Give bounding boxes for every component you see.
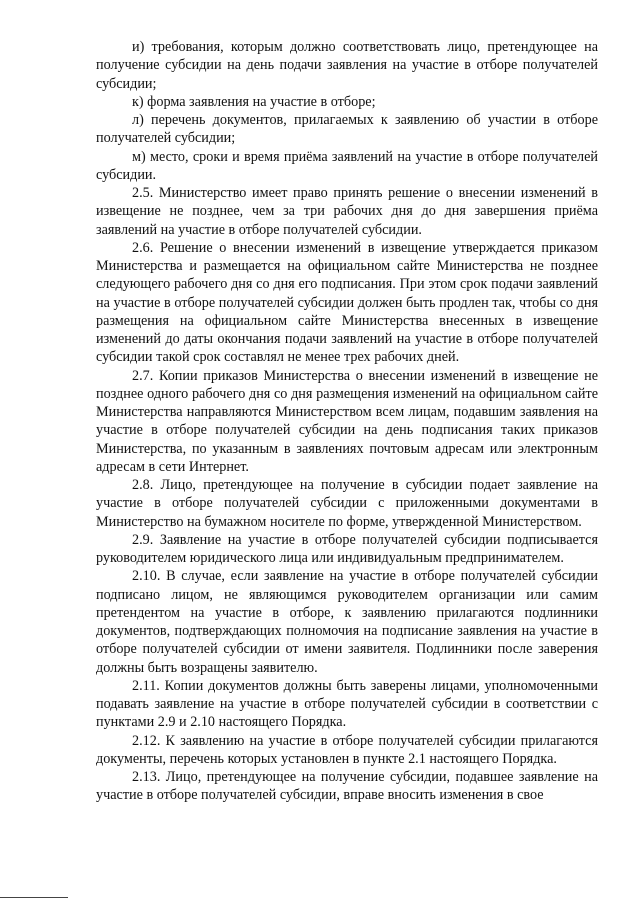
paragraph-2-5: 2.5. Министерство имеет право принять решение о внесении изменений в извещение не позднее, чем за три рабочих дня до дня завершения приёма заявлений на участие в отборе получателей субсидии.	[96, 185, 598, 238]
document-page	[96, 38, 598, 805]
paragraph-document-list: л) перечень документов, прилагаемых к заявлению об участии в отборе получателей субсидии;	[96, 112, 598, 147]
paragraph-2-8: 2.8. Лицо, претендующее на получение в субсидии подает заявление на участие в отборе получателей субсидии с приложенными документами в Министерство на бумажном носителе по форме, утвержденной Министерством.	[96, 477, 598, 530]
paragraph-2-10: 2.10. В случае, если заявление на участие в отборе получателей субсидии подписано лицом, не являющимся руководителем организации или самим претендентом на участие в отборе, к заявлению прилагаются подлинники документов, подтверждающих полномочия на подписание заявления на участие в отборе получателей субсидии от имени заявителя. Подлинники после заверения должны быть возращены заявителю.	[96, 568, 598, 676]
paragraph-place-and-time: м) место, сроки и время приёма заявлений на участие в отборе получателей субсидии.	[96, 148, 598, 183]
paragraph-application-form: к) форма заявления на участие в отборе;	[132, 93, 376, 110]
paragraph-2-6: 2.6. Решение о внесении изменений в извещение утверждается приказом Министерства и размещается на официальном сайте Министерства не позднее следующего рабочего дня со дня его подписания. При этом срок подачи заявлений на участие в отборе получателей субсидии должен быть продлен так, чтобы со дня размещения на официальном сайте Министерства внесенных в извещение изменений до даты окончания подачи заявлений на участие в отборе получателей субсидии такой срок составлял не менее трех рабочих дней.	[96, 239, 598, 366]
footnote-separator-line	[0, 897, 68, 898]
paragraph-2-11: 2.11. Копии документов должны быть заверены лицами, уполномоченными подавать заявление на участие в отборе получателей субсидии в соответствии с пунктами 2.9 и 2.10 настоящего Порядка.	[96, 677, 598, 731]
paragraph-requirements: и) требования, которым должно соответствовать лицо, претендующее на получение субсидии на день подачи заявления на участие в отборе получателей субсидии;	[96, 39, 598, 92]
paragraph-2-12: 2.12. К заявлению на участие в отборе получателей субсидии прилагаются документы, перечень которых установлен в пункте 2.1 настоящего Порядка.	[96, 732, 598, 767]
paragraph-2-13: 2.13. Лицо, претендующее на получение субсидии, подавшее заявление на участие в отборе получателей субсидии, вправе вносить изменения в свое	[96, 769, 598, 804]
paragraph-2-9: 2.9. Заявление на участие в отборе получателей субсидии подписывается руководителем юридического лица или индивидуальным предпринимателем.	[96, 531, 598, 566]
paragraph-2-7: 2.7. Копии приказов Министерства о внесении изменений в извещение не позднее одного рабочего дня со дня размещения изменений на официальном сайте Министерства направляются Министерством всем лицам, подавшим заявления на участие в отборе получателей субсидии на день подписания таких приказов Министерства, по указанным в заявлениях почтовым адресам или электронным адресам в сети Интернет.	[96, 367, 598, 475]
